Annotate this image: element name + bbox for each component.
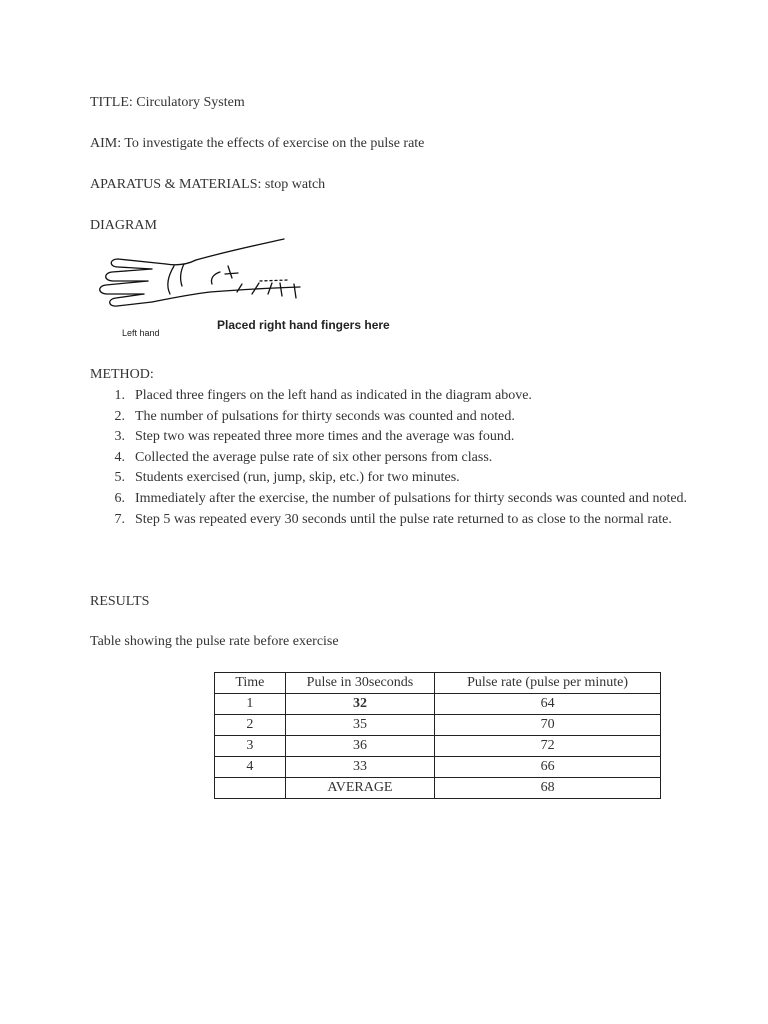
average-value: 68: [435, 778, 661, 799]
arm-upper-edge: [196, 239, 284, 260]
pulse-rate-table: [214, 672, 661, 799]
wrist-mark-1: [228, 266, 232, 278]
step-text: Students exercised (run, jump, skip, etc.) for two minutes.: [135, 470, 460, 486]
palm-crease-3: [211, 272, 220, 284]
step-number: 2.: [114, 408, 125, 424]
step-number: 5.: [114, 470, 125, 486]
finger-4: [110, 294, 152, 306]
step-number: 4.: [114, 449, 125, 465]
palm-crease-2: [181, 264, 184, 286]
method-list: [90, 386, 690, 530]
table-cell: 66: [435, 757, 661, 778]
apparatus-line: APARATUS & MATERIALS: stop watch: [90, 177, 326, 192]
palm-lower-edge: [152, 287, 300, 302]
table-cell: 33: [285, 757, 434, 778]
table-cell: 1: [215, 694, 286, 715]
aim-line: AIM: To investigate the effects of exercise on the pulse rate: [90, 136, 425, 151]
table-cell: 36: [285, 736, 434, 757]
diagram-heading: DIAGRAM: [90, 218, 157, 233]
table-cell: 64: [435, 694, 661, 715]
step-number: 6.: [114, 490, 125, 506]
step-text: Immediately after the exercise, the number of pulsations for thirty seconds was counted and noted.: [135, 490, 688, 506]
table-header-row: [215, 673, 661, 694]
step-number: 3.: [114, 429, 125, 445]
finger-2: [106, 269, 152, 281]
table-cell: 2: [215, 715, 286, 736]
method-heading: METHOD:: [90, 367, 154, 382]
hand-label: Left hand: [122, 328, 160, 338]
method-step: [90, 407, 690, 428]
method-step: [90, 386, 690, 407]
average-label: AVERAGE: [285, 778, 434, 799]
method-step: [90, 448, 690, 469]
step-text: Collected the average pulse rate of six other persons from class.: [135, 449, 493, 465]
table-cell: 35: [285, 715, 434, 736]
step-text: The number of pulsations for thirty seconds was counted and noted.: [135, 408, 515, 424]
placement-mark-5: [294, 284, 296, 298]
wrist-mark-2: [225, 273, 238, 274]
step-text: Placed three fingers on the left hand as indicated in the diagram above.: [135, 388, 532, 403]
placement-mark-4: [280, 283, 282, 296]
table-cell: 4: [215, 757, 286, 778]
table-cell: 72: [435, 736, 661, 757]
method-step: [90, 489, 690, 510]
method-step: [90, 468, 690, 489]
placement-mark-1: [237, 284, 242, 292]
column-header-pulse: Pulse in 30seconds: [285, 673, 434, 694]
step-text: Step two was repeated three more times and the average was found.: [135, 429, 515, 445]
table-row: [215, 694, 661, 715]
fingers-label: Placed right hand fingers here: [217, 318, 390, 332]
finger-1: [111, 259, 166, 269]
method-step: [90, 510, 690, 531]
table-cell: 32: [285, 694, 434, 715]
table-cell: [215, 778, 286, 799]
step-text: Step 5 was repeated every 30 seconds until the pulse rate returned to as close to the normal rate.: [135, 511, 672, 527]
table-average-row: [215, 778, 661, 799]
results-heading: RESULTS: [90, 594, 150, 609]
table-row: [215, 736, 661, 757]
palm-crease-1: [168, 266, 174, 294]
placement-dots: [260, 280, 288, 281]
method-step: [90, 427, 690, 448]
column-header-time: Time: [215, 673, 286, 694]
finger-3: [100, 281, 148, 294]
table-cell: 3: [215, 736, 286, 757]
hand-back: [166, 260, 196, 265]
column-header-pulse-rate: Pulse rate (pulse per minute): [435, 673, 661, 694]
step-number: 7.: [114, 511, 125, 527]
table-row: [215, 715, 661, 736]
table-caption: Table showing the pulse rate before exercise: [90, 634, 339, 649]
table-row: [215, 757, 661, 778]
title-line: TITLE: Circulatory System: [90, 95, 245, 110]
step-number: 1.: [114, 388, 125, 403]
table-cell: 70: [435, 715, 661, 736]
